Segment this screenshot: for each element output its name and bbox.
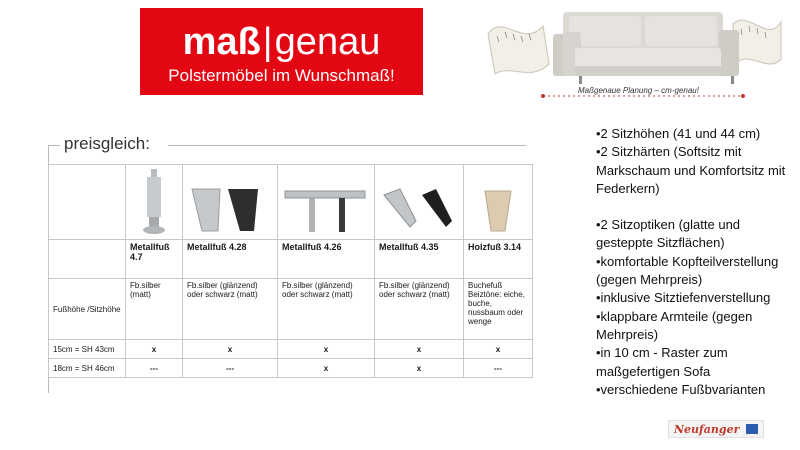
divider bbox=[168, 145, 526, 146]
table-cell bbox=[49, 165, 126, 240]
table-cell: x bbox=[278, 340, 375, 359]
leg-image-4-35 bbox=[375, 165, 464, 240]
table-row bbox=[49, 279, 533, 340]
leg-image-3-14 bbox=[464, 165, 533, 240]
svg-text:Neufanger: Neufanger bbox=[674, 423, 740, 436]
table-cell: x bbox=[183, 340, 278, 359]
list-item: •in 10 cm - Raster zum maßgefertigen Sofa bbox=[596, 345, 728, 379]
masgenau-logo bbox=[140, 8, 423, 95]
neufanger-logo bbox=[668, 420, 764, 438]
list-item bbox=[596, 198, 796, 216]
table-title: preisgleich: bbox=[64, 134, 150, 153]
column-header: Metallfuß 4.26 bbox=[278, 240, 375, 279]
table-row bbox=[49, 340, 533, 359]
table-cell bbox=[49, 240, 126, 279]
list-item: •2 Sitzhärten (Softsitz mit Markschaum und Komfortsitz mit Federkern) bbox=[596, 144, 786, 196]
color-cell: Fb.silber (matt) bbox=[126, 279, 183, 340]
color-cell: Fb.silber (glänzend) oder schwarz (matt) bbox=[183, 279, 278, 340]
leg-image-4-28 bbox=[183, 165, 278, 240]
column-header: Metallfuß 4.35 bbox=[375, 240, 464, 279]
row-header: Fußhöhe /Sitzhöhe bbox=[49, 279, 126, 340]
list-item: •klappbare Armteile (gegen Mehrpreis) bbox=[596, 308, 753, 342]
feature-list bbox=[596, 125, 796, 399]
column-header: Metallfuß 4.7 bbox=[126, 240, 183, 279]
table-cell: x bbox=[278, 359, 375, 378]
table-cell: x bbox=[126, 340, 183, 359]
column-header: Holzfuß 3.14 bbox=[464, 240, 533, 279]
sofa-caption: Maßgenaue Planung – cm-genau! bbox=[578, 86, 699, 95]
leg-image-4-26 bbox=[278, 165, 375, 240]
divider bbox=[48, 145, 60, 146]
color-cell: Buchefuß Beiztöne: eiche, buche, nussbaum oder wenge bbox=[464, 279, 533, 340]
table-cell: --- bbox=[126, 359, 183, 378]
table-cell: x bbox=[464, 340, 533, 359]
logo-slogan: Polstermöbel im Wunschmaß! bbox=[168, 66, 395, 85]
list-item: •inklusive Sitztiefenverstellung bbox=[596, 290, 771, 306]
table-cell: --- bbox=[183, 359, 278, 378]
leg-options-table bbox=[48, 164, 533, 378]
color-cell: Fb.silber (glänzend) oder schwarz (matt) bbox=[278, 279, 375, 340]
column-header: Metallfuß 4.28 bbox=[183, 240, 278, 279]
color-cell: Fb.silber (glänzend) oder schwarz (matt) bbox=[375, 279, 464, 340]
sofa-hero-image bbox=[483, 4, 783, 102]
list-item: •2 Sitzhöhen (41 und 44 cm) bbox=[596, 126, 761, 141]
table-row bbox=[49, 165, 533, 240]
list-item: •komfortable Kopfteilverstellung (gegen Mehrpreis) bbox=[596, 253, 779, 288]
row-label: 15cm = SH 43cm bbox=[49, 340, 126, 359]
table-row bbox=[49, 359, 533, 378]
table-cell: x bbox=[375, 359, 464, 378]
list-item: •verschiedene Fußbvarianten bbox=[596, 381, 766, 397]
leg-image-4-7 bbox=[126, 165, 183, 240]
table-cell: --- bbox=[464, 359, 533, 378]
logo-wordmark: maß|genau bbox=[182, 21, 381, 63]
table-cell: x bbox=[375, 340, 464, 359]
table-row bbox=[49, 240, 533, 279]
row-label: 18cm = SH 46cm bbox=[49, 359, 126, 378]
list-item: •2 Sitzoptiken (glatte und gesteppte Sitzflächen) bbox=[596, 217, 741, 251]
